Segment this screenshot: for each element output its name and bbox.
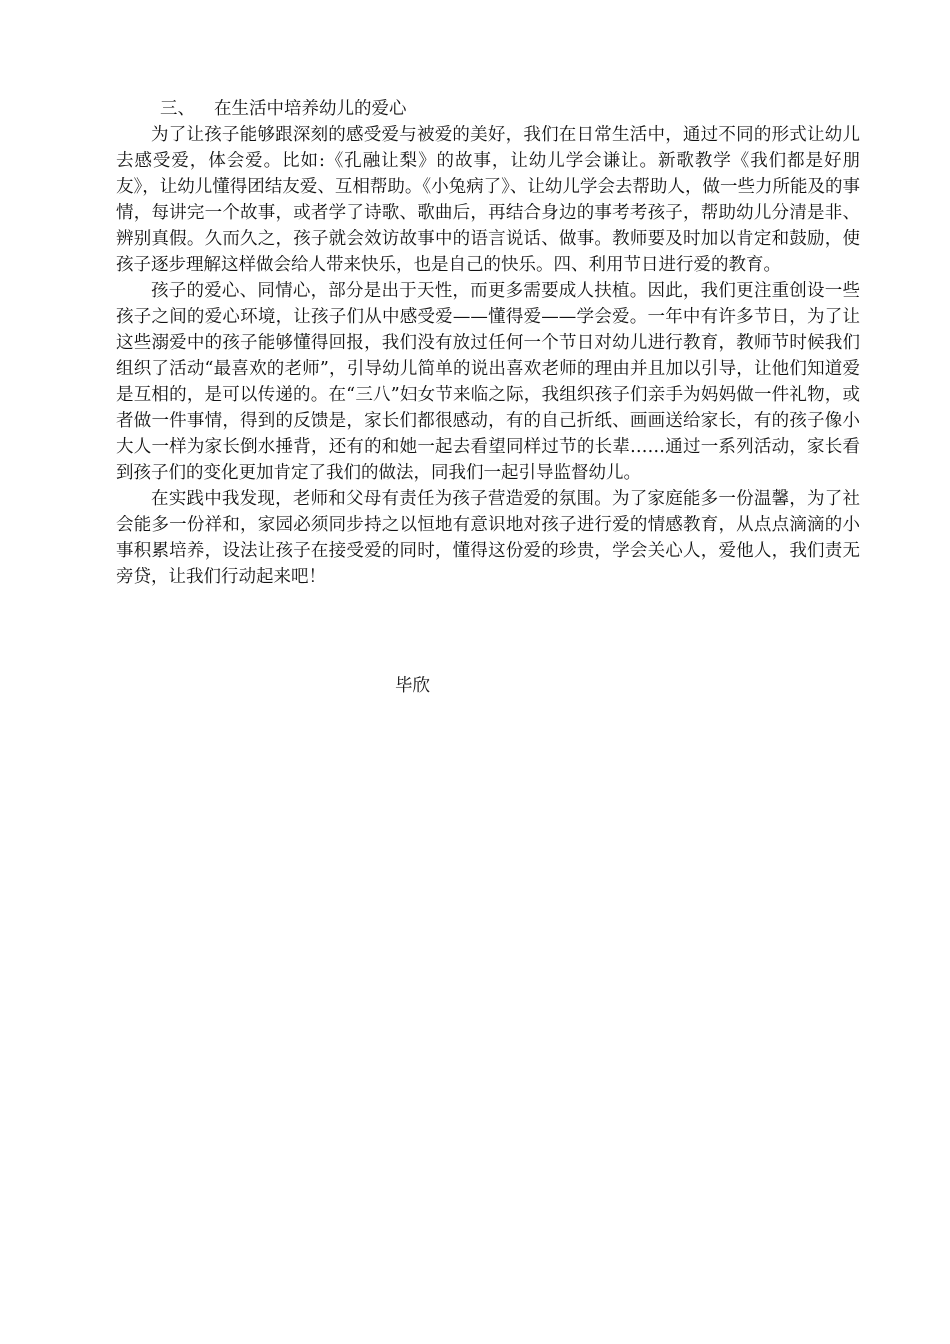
section-title: 在生活中培养幼儿的爱心	[214, 99, 407, 119]
section-heading	[116, 96, 860, 122]
paragraph-1: 为了让孩子能够跟深刻的感受爱与被爱的美好，我们在日常生活中，通过不同的形式让幼儿去感受爱，体会爱。比如:《孔融让梨》的故事，让幼儿学会谦让。新歌教学《我们都是好朋友》，让幼儿懂得团结友爱、互相帮助。《小兔病了》、让幼儿学会去帮助人，做一些力所能及的事情，每讲完一个故事，或者学了诗歌、歌曲后，再结合身边的事考考孩子，帮助幼儿分清是非、辨别真假。久而久之，孩子就会效访故事中的语言说话、做事。教师要及时加以肯定和鼓励，使孩子逐步理解这样做会给人带来快乐，也是自己的快乐。四、利用节日进行爱的教育。	[116, 125, 860, 275]
paragraph-2: 孩子的爱心、同情心，部分是出于天性，而更多需要成人扶植。因此，我们更注重创设一些孩子之间的爱心环境，让孩子们从中感受爱——懂得爱——学会爱。一年中有许多节日，为了让这些溺爱中的孩子能够懂得回报，我们没有放过任何一个节日对幼儿进行教育，教师节时候我们组织了活动“最喜欢的老师”，引导幼儿简单的说出喜欢老师的理由并且加以引导，让他们知道爱是互相的，是可以传递的。在“三八”妇女节来临之际，我组织孩子们亲手为妈妈做一件礼物，或者做一件事情，得到的反馈是，家长们都很感动，有的自己折纸、画画送给家长，有的孩子像小大人一样为家长倒水捶背，还有的和她一起去看望同样过节的长辈……通过一系列活动，家长看到孩子们的变化更加肯定了我们的做法，同我们一起引导监督幼儿。	[116, 281, 860, 483]
author-signature: 毕欣	[395, 676, 430, 696]
document-body	[116, 96, 860, 590]
section-number: 三、	[160, 99, 195, 119]
paragraph-3: 在实践中我发现，老师和父母有责任为孩子营造爱的氛围。为了家庭能多一份温馨，为了社会能多一份祥和，家园必须同步持之以恒地有意识地对孩子进行爱的情感教育，从点点滴滴的小事积累培养，设法让孩子在接受爱的同时，懂得这份爱的珍贵，学会关心人，爱他人，我们责无旁贷，让我们行动起来吧！	[116, 489, 860, 587]
